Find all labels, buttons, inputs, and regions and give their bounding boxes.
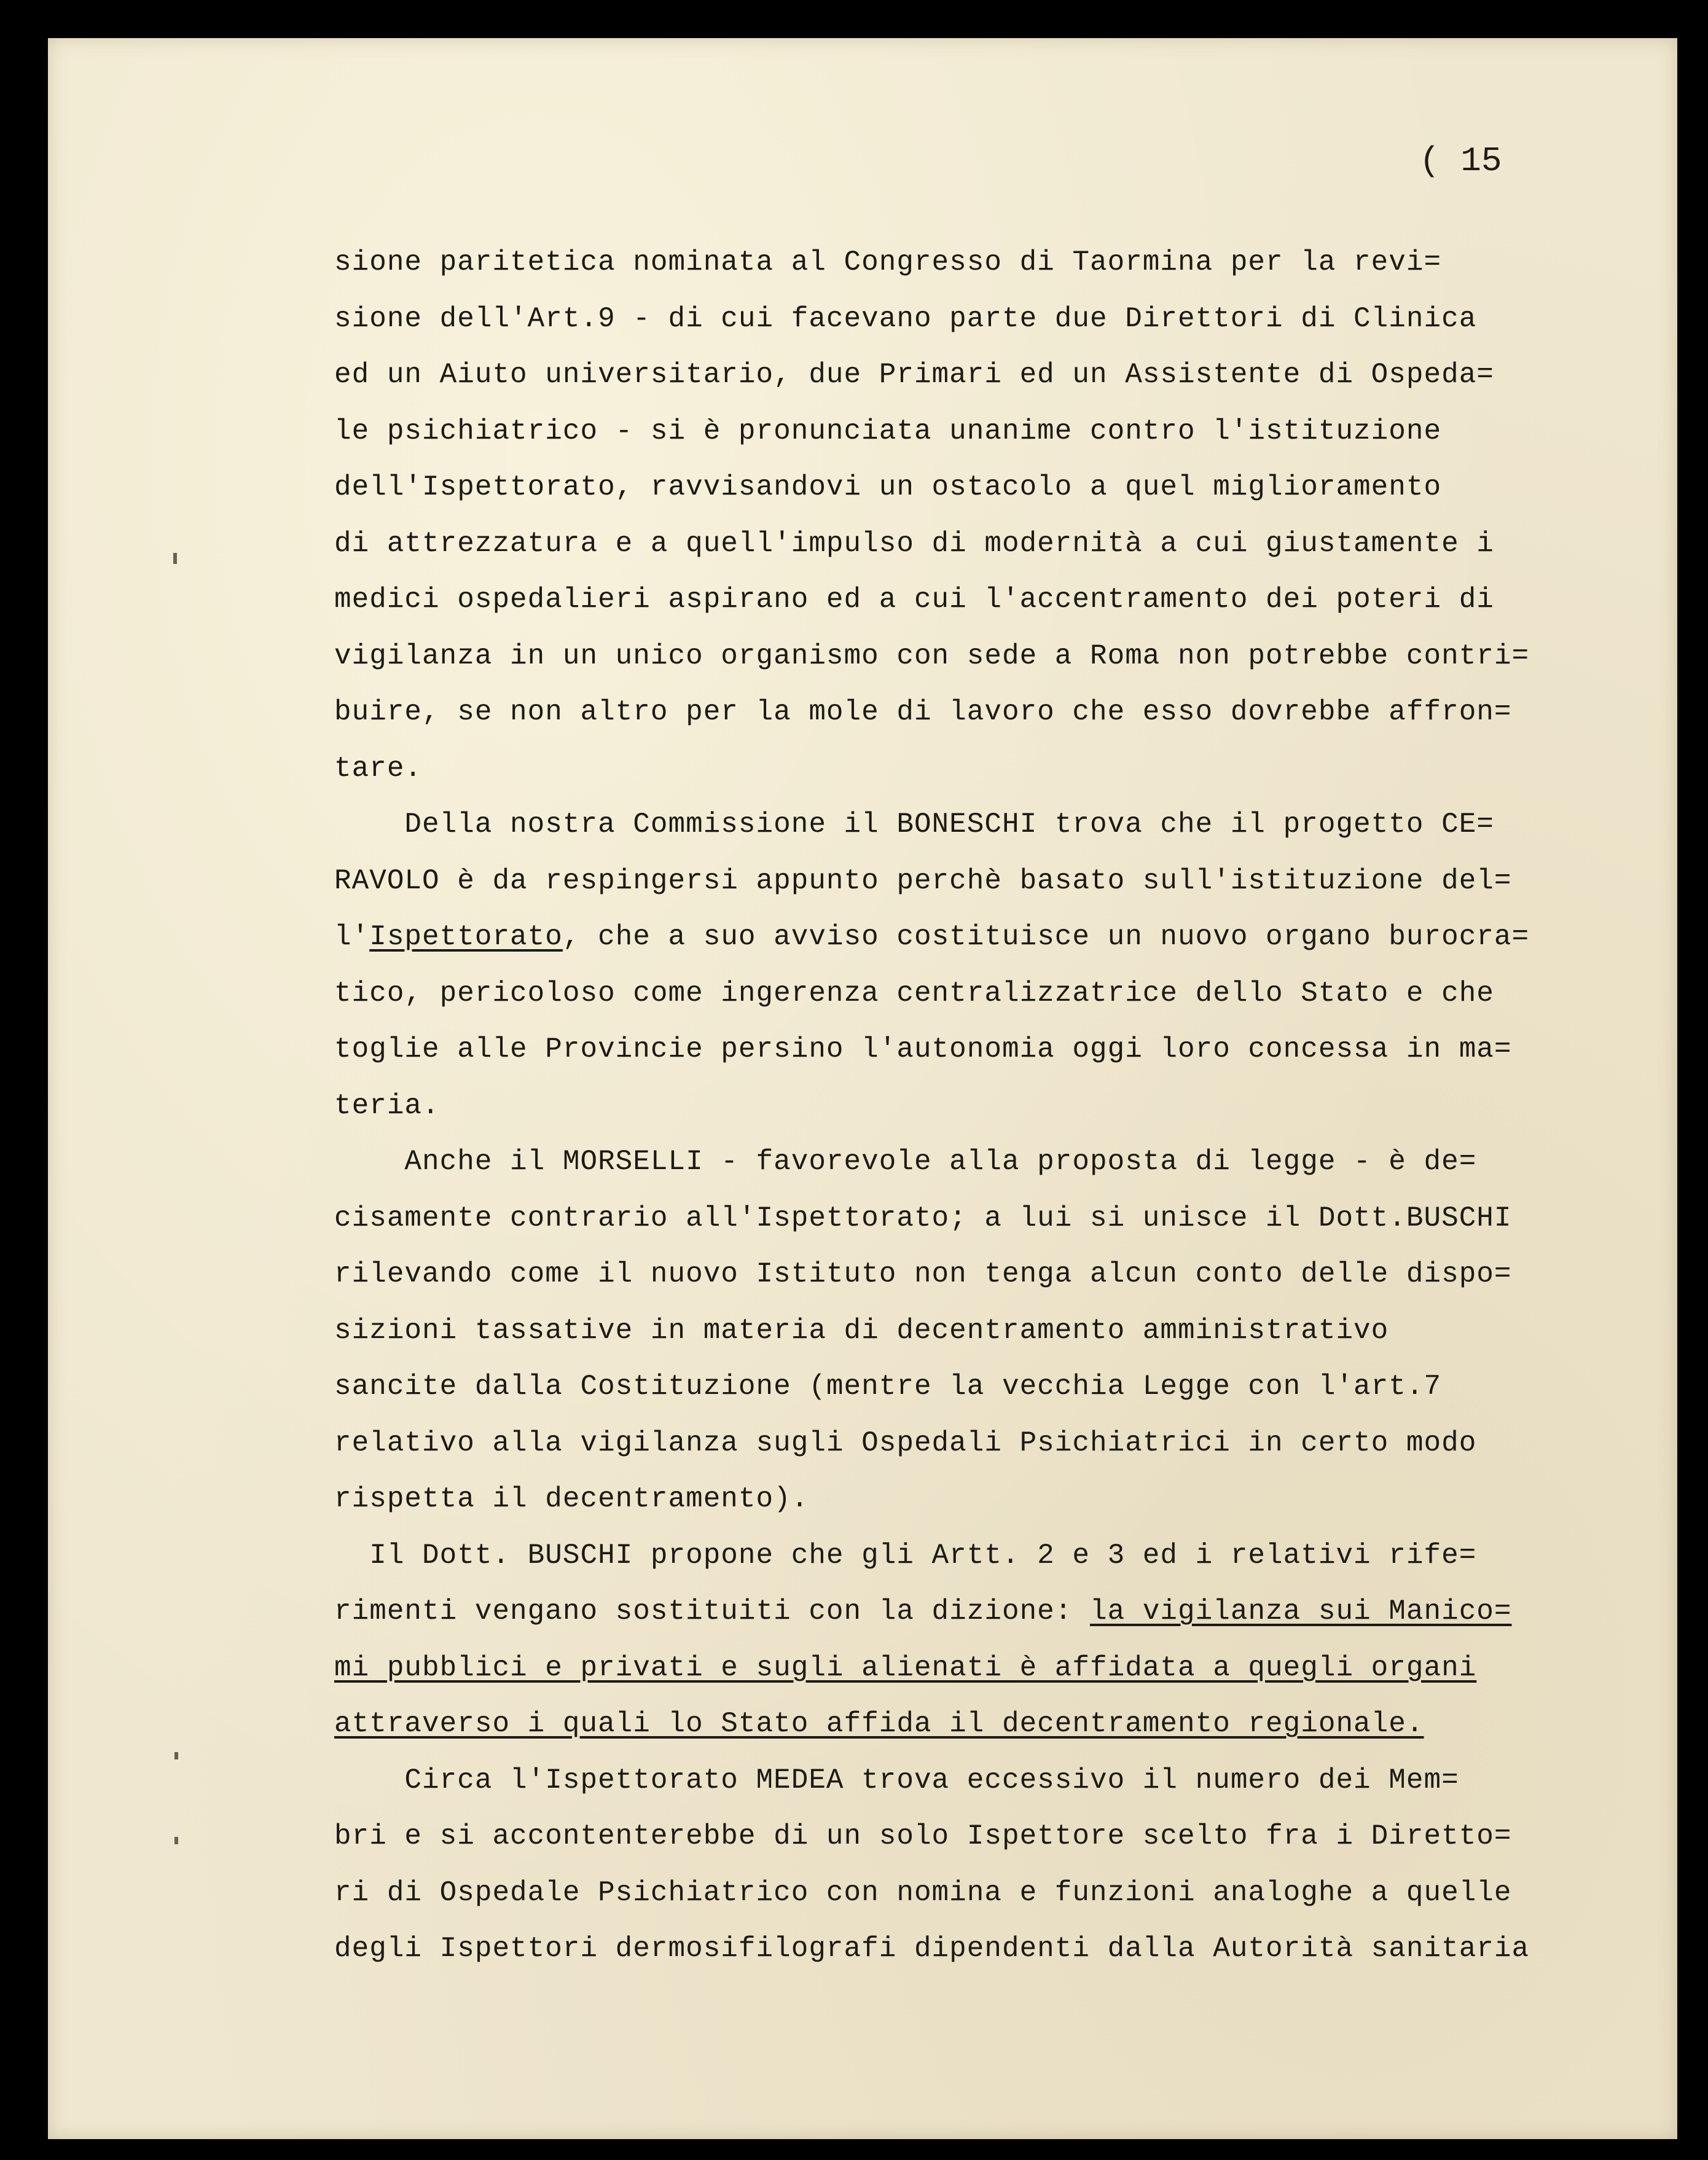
text-segment: tare. <box>334 752 423 785</box>
text-line <box>334 966 1674 1022</box>
text-segment: rimenti vengano sostituiti con la dizione: <box>334 1595 1090 1627</box>
margin-mark <box>174 1837 178 1844</box>
text-segment: medici ospedalieri aspirano ed a cui l'accentramento dei poteri di <box>334 584 1494 616</box>
text-segment: di attrezzatura e a quell'impulso di modernità a cui giustamente i <box>334 527 1494 560</box>
text-line <box>334 1528 1674 1584</box>
text-line <box>334 1809 1674 1865</box>
text-line <box>334 628 1674 685</box>
text-segment: vigilanza in un unico organismo con sede a Roma non potrebbe contri= <box>334 640 1530 672</box>
text-segment: sione dell'Art.9 - di cui facevano parte due Direttori di Clinica <box>334 302 1477 335</box>
underlined-text: mi pubblici e privati e sugli alienati è affidata a quegli organi <box>334 1651 1477 1684</box>
text-segment: le psichiatrico - si è pronunciata unanime contro l'istituzione <box>334 415 1442 447</box>
text-segment: , che a suo avviso costituisce un nuovo organo burocra= <box>562 921 1530 953</box>
text-line <box>334 1696 1674 1753</box>
text-line <box>334 460 1674 516</box>
text-line <box>334 1191 1674 1247</box>
page-number: ( 15 <box>1419 141 1502 181</box>
underlined-text: attraverso i quali lo Stato affida il decentramento regionale. <box>334 1708 1424 1740</box>
text-segment: sione paritetica nominata al Congresso di Taormina per la revi= <box>334 246 1442 278</box>
text-segment: Della nostra Commissione il BONESCHI trova che il progetto CE= <box>334 808 1494 840</box>
text-segment: bri e si accontenterebbe di un solo Ispettore scelto fra i Diretto= <box>334 1820 1512 1852</box>
text-segment: teria. <box>334 1089 440 1122</box>
text-segment: Circa l'Ispettorato MEDEA trova eccessivo il numero dei Mem= <box>334 1764 1459 1796</box>
text-line <box>334 1640 1674 1697</box>
body-text <box>334 235 1674 1978</box>
text-line <box>334 1415 1674 1472</box>
text-line <box>334 1303 1674 1360</box>
text-segment: dell'Ispettorato, ravvisandovi un ostacolo a quel miglioramento <box>334 471 1442 503</box>
text-line <box>334 1359 1674 1415</box>
text-line <box>334 1865 1674 1922</box>
text-line <box>334 684 1674 741</box>
text-line <box>334 1471 1674 1528</box>
text-line <box>334 516 1674 573</box>
text-line <box>334 1921 1674 1978</box>
underlined-text: Ispettorato <box>369 921 563 953</box>
text-segment: rilevando come il nuovo Istituto non tenga alcun conto delle dispo= <box>334 1258 1512 1290</box>
margin-mark <box>174 1752 178 1759</box>
text-line <box>334 1753 1674 1809</box>
underlined-text: la vigilanza sui Manico= <box>1090 1595 1512 1627</box>
text-segment: rispetta il decentramento). <box>334 1483 809 1515</box>
document-page <box>48 38 1677 2139</box>
text-line <box>334 235 1674 291</box>
text-line <box>334 347 1674 404</box>
text-line <box>334 1584 1674 1640</box>
text-segment: buire, se non altro per la mole di lavoro che esso dovrebbe affron= <box>334 696 1512 728</box>
text-segment: degli Ispettori dermosifilografi dipendenti dalla Autorità sanitaria <box>334 1933 1530 1965</box>
text-segment: sancite dalla Costituzione (mentre la vecchia Legge con l'art.7 <box>334 1371 1442 1403</box>
text-line <box>334 909 1674 966</box>
text-segment: cisamente contrario all'Ispettorato; a lui si unisce il Dott.BUSCHI <box>334 1202 1512 1234</box>
text-segment: RAVOLO è da respingersi appunto perchè basato sull'istituzione del= <box>334 864 1512 897</box>
text-line <box>334 1078 1674 1135</box>
text-segment: relativo alla vigilanza sugli Ospedali Psichiatrici in certo modo <box>334 1426 1477 1459</box>
text-segment: l' <box>334 921 370 953</box>
text-line <box>334 572 1674 628</box>
text-line <box>334 1134 1674 1191</box>
text-line <box>334 853 1674 910</box>
text-segment: ri di Ospedale Psichiatrico con nomina e funzioni analoghe a quelle <box>334 1876 1512 1909</box>
text-segment: tico, pericoloso come ingerenza centralizzatrice dello Stato e che <box>334 977 1494 1009</box>
text-line <box>334 741 1674 797</box>
text-segment: ed un Aiuto universitario, due Primari ed un Assistente di Ospeda= <box>334 359 1494 391</box>
text-segment: sizioni tassative in materia di decentramento amministrativo <box>334 1314 1389 1347</box>
text-line <box>334 291 1674 348</box>
margin-mark <box>173 553 177 564</box>
text-line <box>334 1246 1674 1303</box>
text-line <box>334 797 1674 853</box>
text-segment: Il Dott. BUSCHI propone che gli Artt. 2 e 3 ed i relativi rife= <box>334 1539 1477 1571</box>
text-line <box>334 1022 1674 1078</box>
text-segment: Anche il MORSELLI - favorevole alla proposta di legge - è de= <box>334 1146 1477 1178</box>
text-line <box>334 404 1674 460</box>
text-segment: toglie alle Provincie persino l'autonomia oggi loro concessa in ma= <box>334 1033 1512 1065</box>
